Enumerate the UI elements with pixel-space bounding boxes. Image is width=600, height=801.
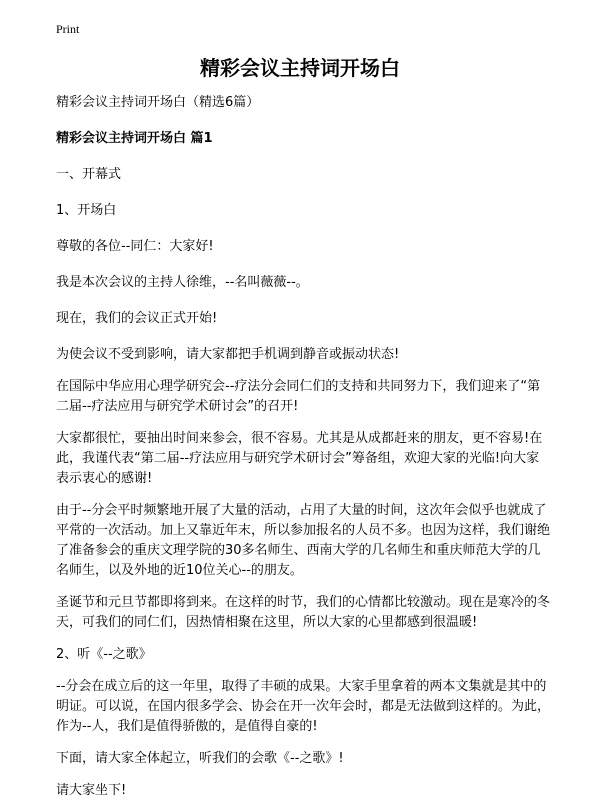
document-title: 精彩会议主持词开场白: [200, 56, 400, 80]
paragraph: 一、开幕式: [56, 167, 122, 182]
paragraph: 为使会议不受到影响，请大家都把手机调到静音或振动状态!: [56, 347, 400, 362]
document-body: [56, 93, 552, 801]
section-heading: 精彩会议主持词开场白 篇1: [56, 131, 213, 146]
subtitle: 精彩会议主持词开场白（精选6篇）: [56, 95, 260, 110]
paragraph: 大家都很忙，要抽出时间来参会，很不容易。尤其是从成都赶来的朋友，更不容易!在此，我谨代表“第二届--疗法应用与研究学术研讨会”筹备组，欢迎大家的光临!向大家表示衷心的感谢!: [56, 431, 543, 486]
paragraph: 由于--分会平时频繁地开展了大量的活动，占用了大量的时间，这次年会似乎也就成了平常的一次活动。加上又靠近年末，所以参加报名的人员不多。也因为这样，我们谢绝了准备参会的重庆文理学院的30多名师生、西南大学的几名师生和重庆师范大学的几名师生，以及外地的近10位关心--的朋友。: [56, 503, 551, 578]
paragraph: 2、听《--之歌》: [56, 647, 152, 662]
paragraph: 在国际中华应用心理学研究会--疗法分会同仁们的支持和共同努力下，我们迎来了“第二届--疗法应用与研究学术研讨会”的召开!: [56, 379, 541, 414]
paragraph: 请大家坐下!: [56, 783, 127, 798]
paragraph: --分会在成立后的这一年里，取得了丰硕的成果。大家手里拿着的两本文集就是其中的明证。可以说，在国内很多学会、协会在开一次年会时，都是无法做到这样的。为此，作为--人，我们是值得骄傲的，是值得自豪的!: [56, 679, 551, 734]
paragraph: 我是本次会议的主持人徐维，--名叫薇薇--。: [56, 275, 309, 290]
paragraph: 现在，我们的会议正式开始!: [56, 311, 218, 326]
print-link[interactable]: Print: [56, 22, 80, 36]
paragraph: 圣诞节和元旦节都即将到来。在这样的时节，我们的心情都比较激动。现在是寒冷的冬天，可我们的同仁们，因热情相聚在这里，所以大家的心里都感到很温暖!: [56, 595, 551, 630]
paragraph: 下面，请大家全体起立，听我们的会歌《--之歌》!: [56, 751, 344, 766]
paragraph: 尊敬的各位--同仁：大家好!: [56, 239, 214, 254]
paragraph: 1、开场白: [56, 203, 117, 218]
